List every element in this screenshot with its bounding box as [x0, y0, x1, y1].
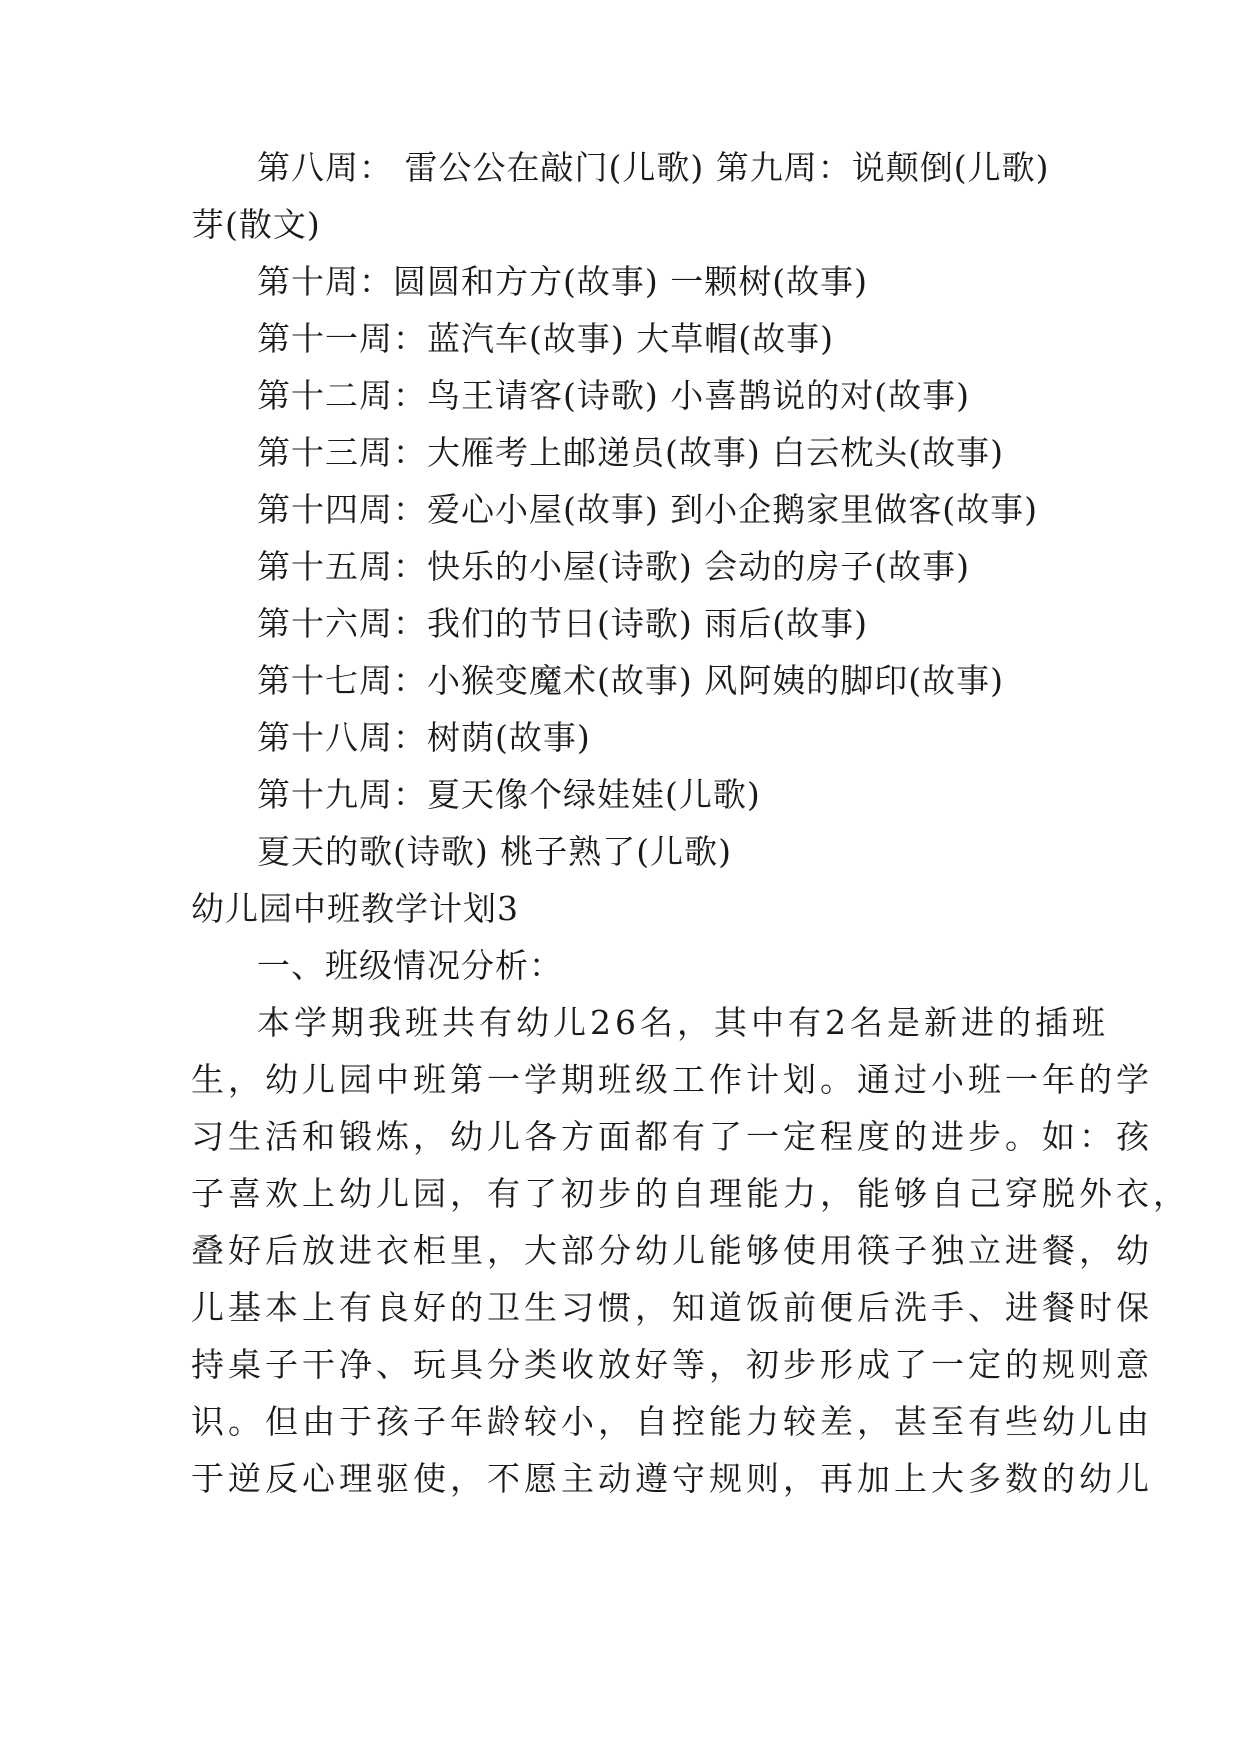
paragraph-line: 于逆反心理驱使，不愿主动遵守规则，再加上大多数的幼儿: [191, 1459, 1153, 1498]
text-line: 第十七周：小猴变魔术(故事) 风阿姨的脚印(故事): [257, 661, 1004, 700]
section-title: 幼儿园中班教学计划3: [191, 889, 519, 928]
text-line: 第十一周：蓝汽车(故事) 大草帽(故事): [257, 319, 834, 358]
text-line: 第八周： 雷公公在敲门(儿歌) 第九周：说颠倒(儿歌): [257, 148, 1050, 187]
paragraph-line: 持桌子干净、玩具分类收放好等，初步形成了一定的规则意: [191, 1345, 1153, 1384]
text-line: 第十五周：快乐的小屋(诗歌) 会动的房子(故事): [257, 547, 970, 586]
paragraph-line: 叠好后放进衣柜里，大部分幼儿能够使用筷子独立进餐，幼: [191, 1231, 1153, 1270]
paragraph-line: 儿基本上有良好的卫生习惯，知道饭前便后洗手、进餐时保: [191, 1288, 1153, 1327]
text-line: 第十三周：大雁考上邮递员(故事) 白云枕头(故事): [257, 433, 1004, 472]
text-line: 第十九周：夏天像个绿娃娃(儿歌): [257, 775, 761, 814]
paragraph-line: 识。但由于孩子年龄较小，自控能力较差，甚至有些幼儿由: [191, 1402, 1153, 1441]
paragraph-line: 生，幼儿园中班第一学期班级工作计划。通过小班一年的学: [191, 1060, 1153, 1099]
text-line: 第十六周：我们的节日(诗歌) 雨后(故事): [257, 604, 868, 643]
paragraph-line: 习生活和锻炼，幼儿各方面都有了一定程度的进步。如：孩: [191, 1117, 1153, 1156]
text-line: 第十二周：鸟王请客(诗歌) 小喜鹊说的对(故事): [257, 376, 970, 415]
paragraph-line: 本学期我班共有幼儿26名，其中有2名是新进的插班: [257, 1003, 1109, 1042]
text-line: 芽(散文): [191, 205, 321, 244]
text-line: 第十八周：树荫(故事): [257, 718, 591, 757]
text-line: 第十四周：爱心小屋(故事) 到小企鹅家里做客(故事): [257, 490, 1038, 529]
section-heading: 一、班级情况分析：: [257, 946, 563, 985]
paragraph-line: 子喜欢上幼儿园，有了初步的自理能力，能够自己穿脱外衣，: [191, 1174, 1190, 1213]
text-line: 第十周：圆圆和方方(故事) 一颗树(故事): [257, 262, 868, 301]
text-line: 夏天的歌(诗歌) 桃子熟了(儿歌): [257, 832, 732, 871]
